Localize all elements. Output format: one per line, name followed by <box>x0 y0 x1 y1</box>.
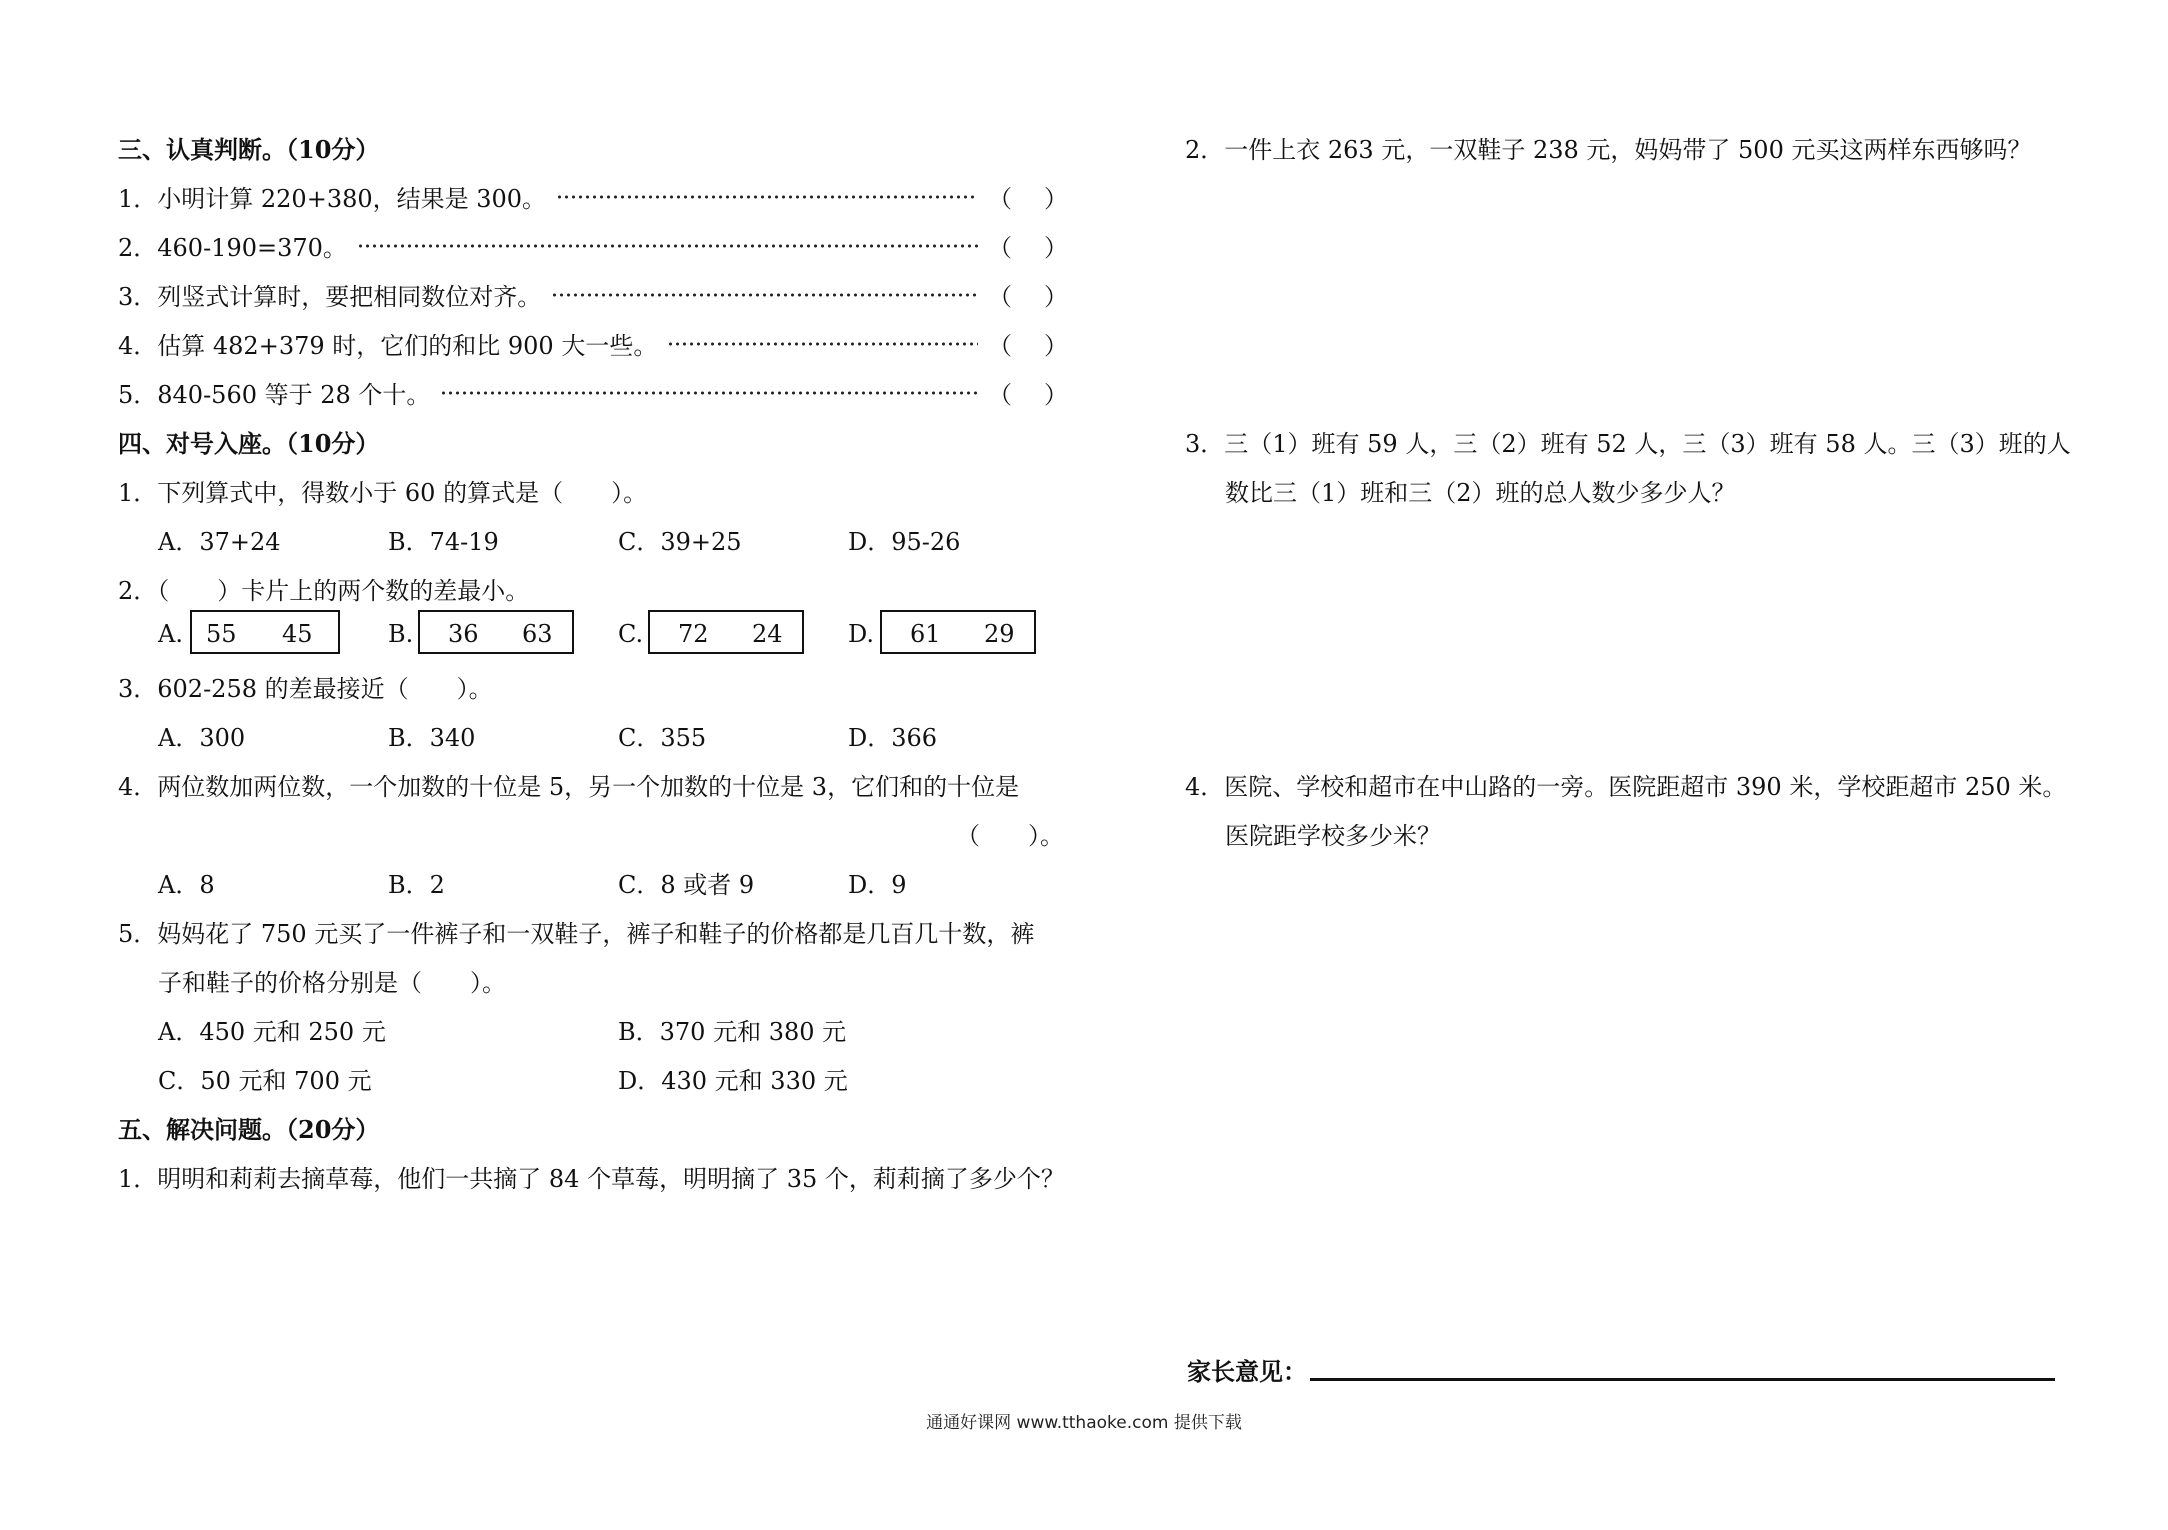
judge-item-text: 5．840-560 等于 28 个十。 <box>118 381 431 409</box>
judge-item-text: 4．估算 482+379 时，它们的和比 900 大一些。 <box>118 332 658 360</box>
choice-q5-option-c[interactable]: C．50 元和 700 元 <box>158 1067 372 1095</box>
judge-item-3 <box>118 277 1068 312</box>
choice-q1-option-c[interactable]: C．39+25 <box>618 528 742 556</box>
answer-parentheses[interactable]: （ ） <box>988 283 1068 311</box>
number-card-b[interactable]: 36 63 <box>418 610 574 654</box>
choice-q4-line-1: 4．两位数加两位数，一个加数的十位是 5，另一个加数的十位是 3，它们和的十位是 <box>118 773 1020 801</box>
choice-q2-option-d-label[interactable]: D. <box>848 620 875 648</box>
choice-q4-answer-parentheses[interactable]: （ ）。 <box>956 822 1064 850</box>
leader-dots <box>440 391 978 395</box>
section-4-title: 四、对号入座。（10分） <box>118 429 380 458</box>
choice-q1: 1．下列算式中，得数小于 60 的算式是（ ）。 <box>118 479 648 507</box>
number-card-a[interactable]: 55 45 <box>190 610 340 654</box>
answer-parentheses[interactable]: （ ） <box>988 332 1068 360</box>
choice-q3-option-b[interactable]: B．340 <box>388 724 476 752</box>
choice-q2-option-c-label[interactable]: C. <box>618 620 644 648</box>
judge-item-text: 2．460-190=370。 <box>118 234 347 262</box>
choice-q3: 3．602-258 的差最接近（ ）。 <box>118 675 493 703</box>
choice-q5-option-a[interactable]: A．450 元和 250 元 <box>158 1018 386 1046</box>
problem-q3-line-2: 数比三（1）班和三（2）班的总人数少多少人？ <box>1225 479 1736 507</box>
choice-q5-line-1: 5．妈妈花了 750 元买了一件裤子和一双鞋子，裤子和鞋子的价格都是几百几十数，裤 <box>118 920 1035 948</box>
choice-q4-option-b[interactable]: B．2 <box>388 871 445 899</box>
problem-q3-line-1: 3．三（1）班有 59 人，三（2）班有 52 人，三（3）班有 58 人。三（3）班的人 <box>1185 430 2071 458</box>
section-5-title: 五、解决问题。（20分） <box>118 1115 380 1144</box>
choice-q1-option-d[interactable]: D．95-26 <box>848 528 961 556</box>
leader-dots <box>357 244 978 248</box>
footer-credit: 通通好课网 www.tthaoke.com 提供下载 <box>926 1413 1242 1433</box>
number-card-d[interactable]: 61 29 <box>880 610 1036 654</box>
choice-q3-option-a[interactable]: A．300 <box>158 724 246 752</box>
section-3-title: 三、认真判断。（10分） <box>118 135 380 164</box>
answer-parentheses[interactable]: （ ） <box>988 234 1068 262</box>
number-card-c[interactable]: 72 24 <box>648 610 804 654</box>
choice-q5-line-2: 子和鞋子的价格分别是（ ）。 <box>158 969 506 997</box>
choice-q1-option-a[interactable]: A．37+24 <box>158 528 281 556</box>
choice-q4-option-d[interactable]: D．9 <box>848 871 907 899</box>
judge-item-2 <box>118 228 1068 263</box>
choice-q3-option-c[interactable]: C．355 <box>618 724 707 752</box>
judge-item-4 <box>118 326 1068 361</box>
problem-q2: 2．一件上衣 263 元，一双鞋子 238 元，妈妈带了 500 元买这两样东西够吗？ <box>1185 136 2032 164</box>
choice-q4-option-a[interactable]: A．8 <box>158 871 215 899</box>
choice-q5-option-b[interactable]: B．370 元和 380 元 <box>618 1018 847 1046</box>
judge-item-text: 1．小明计算 220+380，结果是 300。 <box>118 185 547 213</box>
choice-q1-option-b[interactable]: B．74-19 <box>388 528 499 556</box>
choice-q2: 2．（ ）卡片上的两个数的差最小。 <box>118 577 530 605</box>
parent-comment-field[interactable] <box>1310 1378 2055 1381</box>
problem-q1: 1．明明和莉莉去摘草莓，他们一共摘了 84 个草莓，明明摘了 35 个，莉莉摘了多少个？ <box>118 1165 1065 1193</box>
choice-q4-option-c[interactable]: C．8 或者 9 <box>618 871 755 899</box>
choice-q2-option-b-label[interactable]: B. <box>388 620 414 648</box>
problem-q4-line-2: 医院距学校多少米？ <box>1225 822 1441 850</box>
choice-q5-option-d[interactable]: D．430 元和 330 元 <box>618 1067 848 1095</box>
leader-dots <box>556 195 978 199</box>
judge-item-1 <box>118 179 1068 214</box>
leader-dots <box>667 342 978 346</box>
answer-parentheses[interactable]: （ ） <box>988 185 1068 213</box>
choice-q2-option-a-label[interactable]: A. <box>158 620 183 648</box>
judge-item-text: 3．列竖式计算时，要把相同数位对齐。 <box>118 283 542 311</box>
judge-item-5 <box>118 375 1068 410</box>
parent-comment-label: 家长意见： <box>1187 1357 1307 1386</box>
problem-q4-line-1: 4．医院、学校和超市在中山路的一旁。医院距超市 390 米，学校距超市 250 米。 <box>1185 773 2067 801</box>
leader-dots <box>551 293 978 297</box>
choice-q3-option-d[interactable]: D．366 <box>848 724 938 752</box>
answer-parentheses[interactable]: （ ） <box>988 381 1068 409</box>
